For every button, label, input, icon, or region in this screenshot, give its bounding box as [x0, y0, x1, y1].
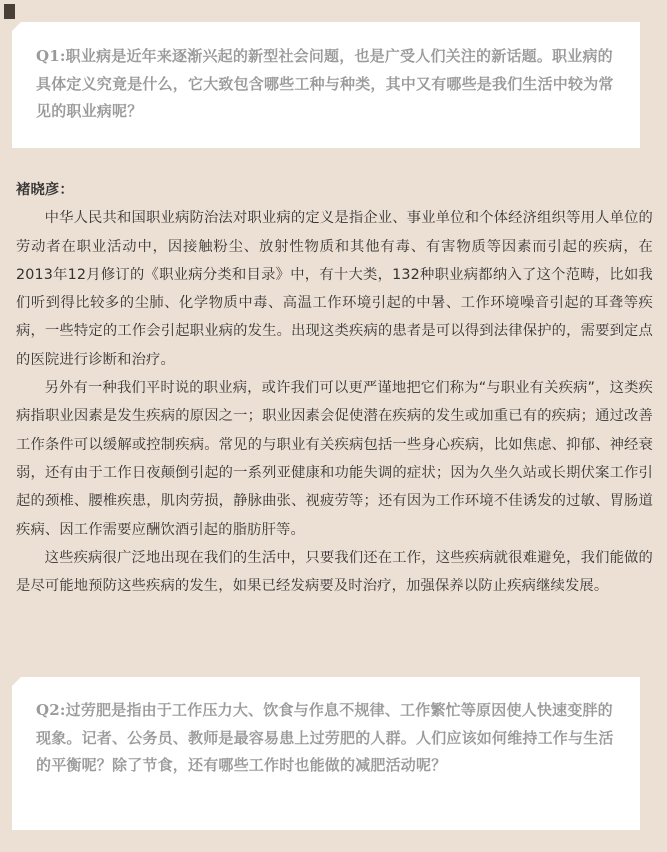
answer-section [16, 176, 653, 600]
speaker-name: 褚晓彦： [16, 182, 74, 198]
corner-marker [4, 4, 15, 19]
question-1-box [12, 22, 640, 148]
answer-paragraph-1: 中华人民共和国职业病防治法对职业病的定义是指企业、事业单位和个体经济组织等用人单位的劳动者在职业活动中，因接触粉尘、放射性物质和其他有毒、有害物质等因素而引起的疾病，在2013年12月修订的《职业病分类和目录》中，有十大类，132种职业病都纳入了这个范畴，比如我们听到得比较多的尘肺、化学物质中毒、高温工作环境引起的中暑、工作环境噪音引起的耳聋等疾病，一些特定的工作会引起职业病的发生。出现这类疾病的患者是可以得到法律保护的，需要到定点的医院进行诊断和治疗。 [16, 210, 653, 368]
box-corner-fold [12, 22, 21, 31]
question-2-box [12, 677, 640, 830]
answer-paragraph-2: 另外有一种我们平时说的职业病，或许我们可以更严谨地把它们称为“与职业有关疾病”，这类疾病指职业因素是发生疾病的原因之一；职业因素会促使潜在疾病的发生或加重已有的疾病；通过改善工作条件可以缓解或控制疾病。常见的与职业有关疾病包括一些身心疾病，比如焦虑、抑郁、神经衰弱，还有由于工作日夜颠倒引起的一系列亚健康和功能失调的症状；因为久坐久站或长期伏案工作引起的颈椎、腰椎疾患，肌肉劳损，静脉曲张、视疲劳等；还有因为工作环境不佳诱发的过敏、胃肠道疾病、因工作需要应酬饮酒引起的脂肪肝等。 [16, 380, 653, 538]
box-corner-fold [12, 677, 21, 686]
answer-paragraph-3: 这些疾病很广泛地出现在我们的生活中，只要我们还在工作，这些疾病就很难避免，我们能做的是尽可能地预防这些疾病的发生，如果已经发病要及时治疗，加强保养以防止疾病继续发展。 [16, 549, 653, 595]
question-1-text: Q1:职业病是近年来逐渐兴起的新型社会问题，也是广受人们关注的新话题。职业病的具体定义究竟是什么，它大致包含哪些工种与种类，其中又有哪些是我们生活中较为常见的职业病呢？ [36, 47, 614, 120]
question-2-text: Q2:过劳肥是指由于工作压力大、饮食与作息不规律、工作繁忙等原因使人快速变胖的现象。记者、公务员、教师是最容易患上过劳肥的人群。人们应该如何维持工作与生活的平衡呢？除了节食，还有哪些工作时也能做的减肥活动呢？ [36, 701, 614, 774]
